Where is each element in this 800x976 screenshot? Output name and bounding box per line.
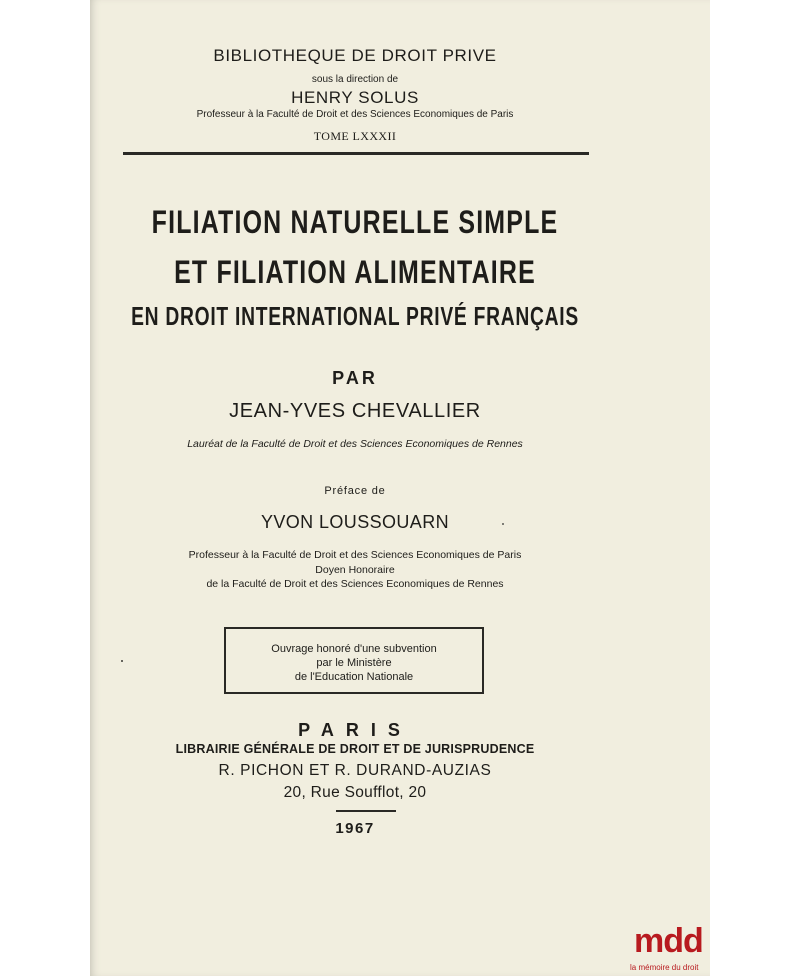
speck-mark [502,523,504,525]
logo-tagline: la mémoire du droit [630,963,699,972]
year-divider [336,810,396,812]
book-title-line-1: FILIATION NATURELLE SIMPLE [151,204,559,240]
series-title: BIBLIOTHEQUE DE DROIT PRIVE [213,46,497,65]
logo-mark: mdd [634,922,703,960]
subvention-line-1: Ouvrage honoré d'une subvention [271,643,437,655]
book-title-line-3: EN DROIT INTERNATIONAL PRIVÉ FRANÇAIS [131,301,579,331]
preface-author-title-2: Doyen Honoraire [315,564,395,576]
tome-number: TOME LXXXII [313,129,397,143]
series-director: HENRY SOLUS [291,88,419,107]
publisher-names: R. PICHON ET R. DURAND-AUZIAS [218,762,492,779]
publisher-city: PARIS [298,720,412,740]
publication-year: 1967 [335,820,375,837]
book-title-line-2: ET FILIATION ALIMENTAIRE [174,254,536,290]
book-author: JEAN-YVES CHEVALLIER [229,400,481,422]
preface-author-title-3: de la Faculté de Droit et des Sciences Economiques de Rennes [206,578,504,590]
preface-label: Préface de [324,485,386,497]
subvention-box [224,627,484,694]
preface-author: YVON LOUSSOUARN [260,512,450,532]
subvention-line-2: par le Ministère [316,657,392,669]
series-subtitle: sous la direction de [311,74,399,85]
series-director-title: Professeur à la Faculté de Droit et des Sciences Economiques de Paris [196,109,514,120]
publisher-address: 20, Rue Soufflot, 20 [283,784,427,801]
mdd-logo [630,920,720,976]
header-divider [123,152,589,155]
preface-author-title-1: Professeur à la Faculté de Droit et des Sciences Economiques de Paris [188,549,522,561]
by-label: PAR [332,368,378,388]
book-page [90,0,710,976]
subvention-line-3: de l'Education Nationale [294,671,414,683]
author-title: Lauréat de la Faculté de Droit et des Sciences Economiques de Rennes [187,438,523,450]
speck-mark [121,660,123,662]
publisher-name: LIBRAIRIE GÉNÉRALE DE DROIT ET DE JURISPRUDENCE [175,742,535,756]
